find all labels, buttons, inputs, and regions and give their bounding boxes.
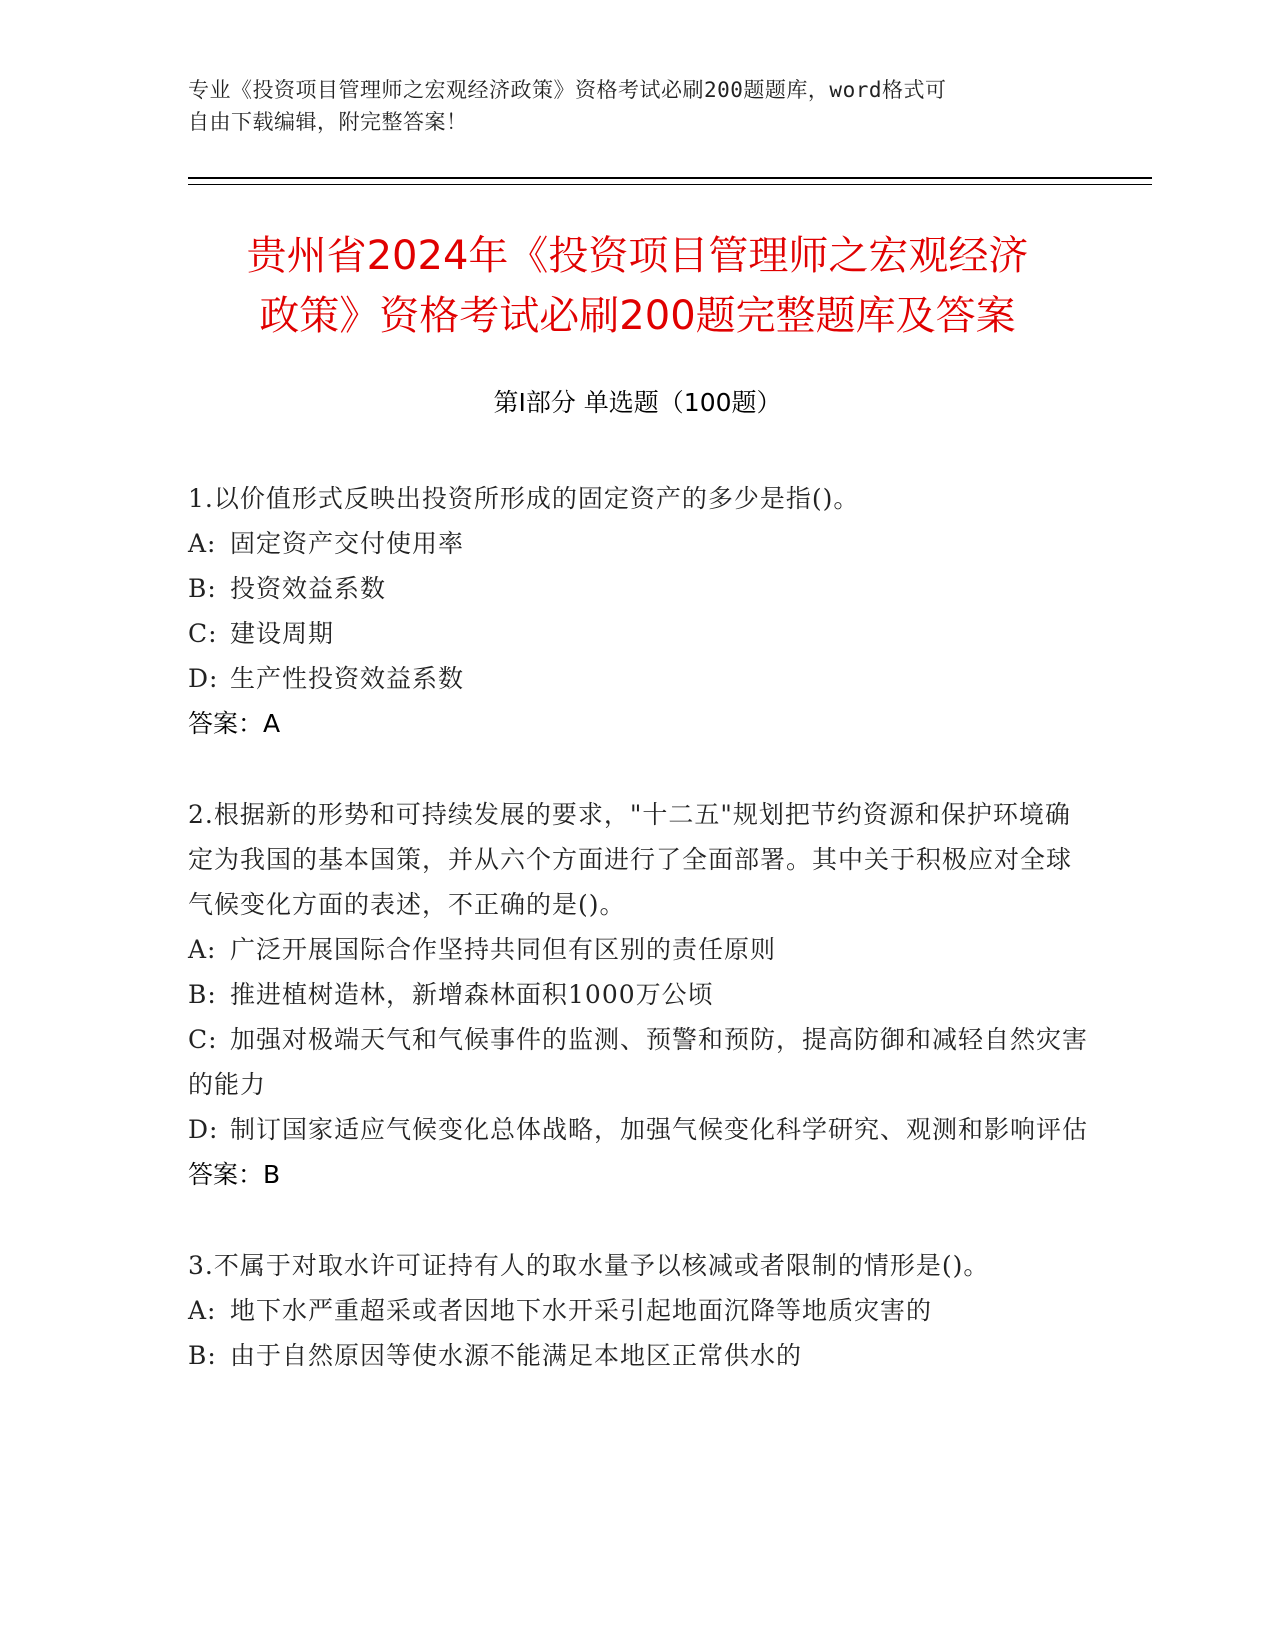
- question-list: [188, 476, 1088, 1378]
- question-stem: 2.根据新的形势和可持续发展的要求，"十二五"规划把节约资源和保护环境确定为我国的基本国策，并从六个方面进行了全面部署。其中关于积极应对全球气候变化方面的表述，不正确的是()。: [188, 800, 1073, 919]
- question-option: [188, 972, 1088, 1017]
- document-title-line-2: 政策》资格考试必刷200题完整题库及答案: [259, 293, 1016, 339]
- option-text: 广泛开展国际合作坚持共同但有区别的责任原则: [230, 935, 777, 964]
- option-text: 制订国家适应气候变化总体战略，加强气候变化科学研究、观测和影响评估: [230, 1115, 1089, 1144]
- question-item: [188, 1243, 1088, 1378]
- question-answer: 答案：B: [188, 1160, 281, 1189]
- question-option: [188, 1107, 1088, 1152]
- option-letter: A:: [188, 1296, 217, 1325]
- question-option: [188, 656, 1088, 701]
- option-letter: A:: [188, 935, 217, 964]
- option-text: 固定资产交付使用率: [230, 529, 465, 558]
- option-text: 地下水严重超采或者因地下水开采引起地面沉降等地质灾害的: [230, 1296, 933, 1325]
- option-text: 推进植树造林，新增森林面积1000万公顷: [230, 980, 714, 1009]
- option-letter: D:: [188, 664, 219, 693]
- option-text: 投资效益系数: [230, 574, 387, 603]
- header-note-line-2: 自由下载编辑，附完整答案！: [188, 110, 468, 134]
- option-text: 建设周期: [230, 619, 335, 648]
- option-letter: B:: [188, 574, 217, 603]
- option-text: 生产性投资效益系数: [230, 664, 465, 693]
- question-option: [188, 1288, 1088, 1333]
- question-option: [188, 1017, 1088, 1107]
- option-letter: B:: [188, 1341, 217, 1370]
- question-answer: 答案：A: [188, 709, 281, 738]
- document-title: [150, 226, 1125, 346]
- section-title: 第Ⅰ部分 单选题（100题）: [493, 388, 782, 417]
- document-title-line-1: 贵州省2024年《投资项目管理师之宏观经济: [246, 233, 1029, 279]
- header-note: [188, 74, 1088, 138]
- option-letter: C:: [188, 619, 218, 648]
- question-option: [188, 566, 1088, 611]
- question-option: [188, 1333, 1088, 1378]
- header-rule-thin: [188, 184, 1152, 185]
- question-item: [188, 792, 1088, 1197]
- header-rule-thick: [188, 177, 1152, 179]
- question-option: [188, 611, 1088, 656]
- question-stem: 1.以价值形式反映出投资所形成的固定资产的多少是指()。: [188, 484, 860, 513]
- option-text: 加强对极端天气和气候事件的监测、预警和预防，提高防御和减轻自然灾害的能力: [188, 1025, 1089, 1099]
- option-letter: C:: [188, 1025, 218, 1054]
- question-option: [188, 927, 1088, 972]
- question-item: [188, 476, 1088, 746]
- option-text: 由于自然原因等使水源不能满足本地区正常供水的: [230, 1341, 803, 1370]
- option-letter: B:: [188, 980, 217, 1009]
- question-option: [188, 521, 1088, 566]
- option-letter: A:: [188, 529, 217, 558]
- header-note-line-1: 专业《投资项目管理师之宏观经济政策》资格考试必刷200题题库，word格式可: [188, 78, 947, 102]
- option-letter: D:: [188, 1115, 219, 1144]
- question-stem: 3.不属于对取水许可证持有人的取水量予以核减或者限制的情形是()。: [188, 1251, 990, 1280]
